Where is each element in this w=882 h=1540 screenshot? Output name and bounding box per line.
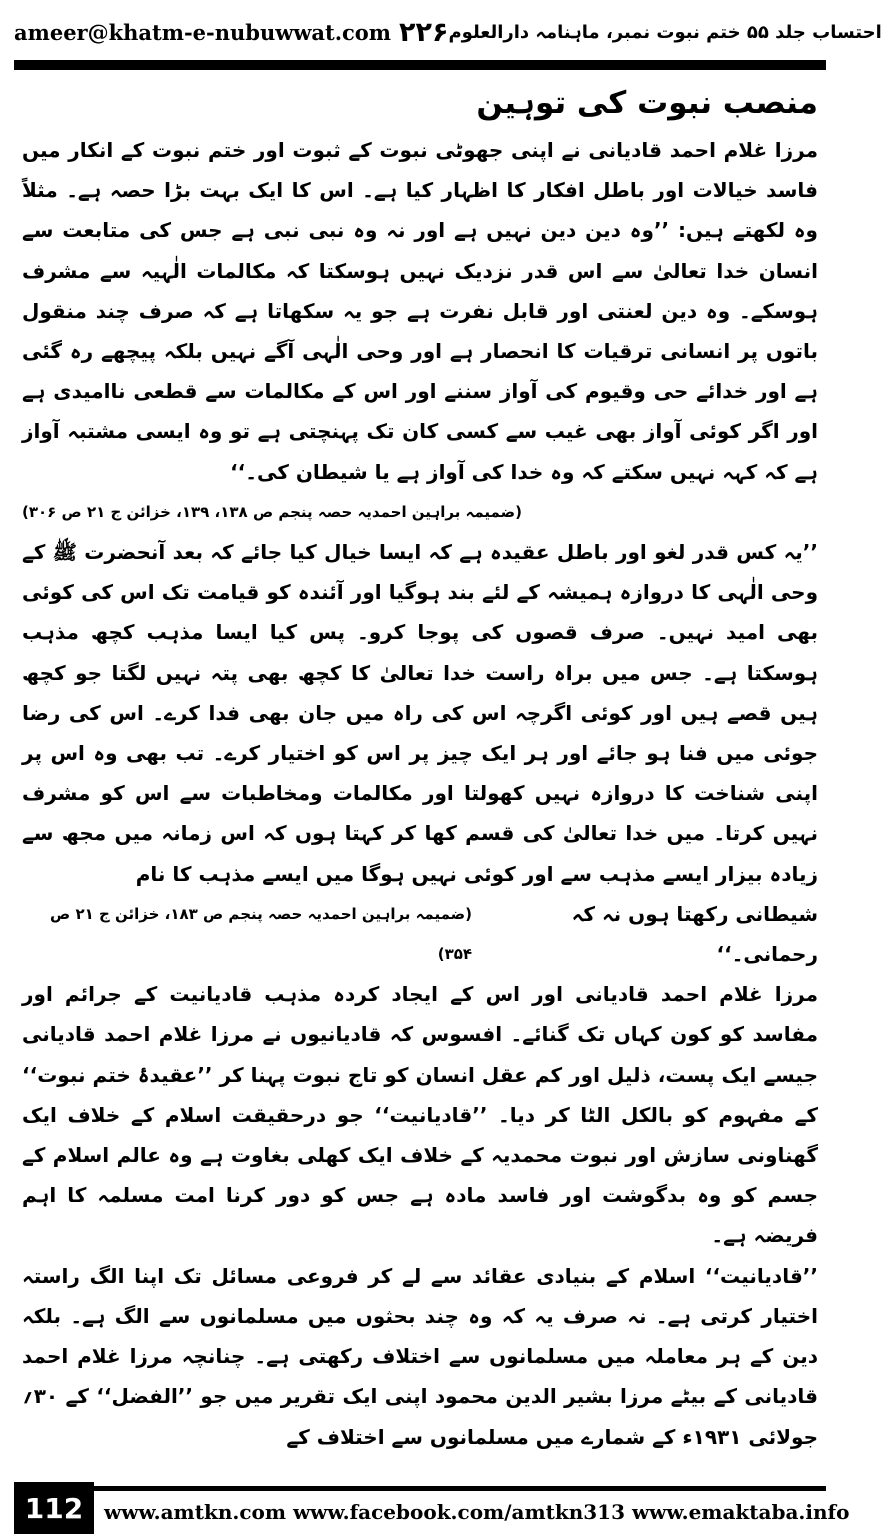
paragraph-2-end: شیطانی رکھتا ہوں نہ کہ رحمانی۔‘‘ (571, 901, 818, 967)
page-header (14, 8, 882, 56)
page-footer (14, 1482, 850, 1534)
citation-1: (ضمیمہ براہین احمدیہ حصہ پنجم ص ۱۳۸، ۱۳۹، خزائن ج ۲۱ ص ۳۰۶) (22, 502, 522, 521)
footer-rule (94, 1486, 826, 1491)
header-rule (14, 60, 826, 70)
paragraph-1: مرزا غلام احمد قادیانی نے اپنی جھوٹی نبوت کے ثبوت اور ختم نبوت کے انکار میں فاسد خیالات اور باطل افکار کا اظہار کیا ہے۔ اس کا ایک بہت بڑا حصہ ہے۔ مثلاً وہ لکھتے ہیں: ’’وہ دین دین نہیں ہے اور نہ وہ نبی نبی ہے جس کی متابعت سے انسان خدا تعالیٰ سے اس قدر نزدیک نہیں ہوسکتا کہ مکالمات الٰہیہ سے مشرف ہوسکے۔ وہ دین لعنتی اور قابل نفرت ہے جو یہ سکھاتا ہے کہ صرف چند منقول باتوں پر انسانی ترقیات کا انحصار ہے اور وحی الٰہی آگے نہیں بلکہ پیچھے رہ گئی ہے اور خدائے حی وقیوم کی آواز سننے اور اس کے مکالمات سے قطعی ناامیدی ہے اور اگر کوئی آواز بھی غیب سے کسی کان تک پہنچتی ہے تو وہ ایسی مشتبہ آواز ہے کہ کہہ نہیں سکتے کہ وہ خدا کی آواز ہے یا شیطان کی۔‘‘ (22, 138, 818, 484)
header-email: ameer@khatm-e-nubuwwat.com (14, 19, 392, 45)
citation-2: (ضمیمہ براہین احمدیہ حصہ پنجم ص ۱۸۳، خزائن ج ۲۱ ص ۳۵۴) (50, 904, 473, 964)
header-page-number: ۲۲۶ (399, 16, 449, 48)
paragraph-3: مرزا غلام احمد قادیانی اور اس کے ایجاد کردہ مذہب قادیانیت کے جرائم اور مفاسد کو کون کہاں تک گنائے۔ افسوس کہ قادیانیوں نے مرزا غلام احمد قادیانی جیسے ایک پست، ذلیل اور کم عقل انسان کو تاج نبوت پہنا کر ’’عقیدۂ ختم نبوت‘‘ کے مفہوم کو بالکل الٹا کر دیا۔ ’’قادیانیت‘‘ جو درحقیقت اسلام کے خلاف ایک گھناونی سازش اور نبوت محمدیہ کے خلاف ایک کھلی بغاوت ہے وہ عالم اسلام کے جسم کو وہ بدگوشت اور فاسد مادہ ہے جس کو دور کرنا امت مسلمہ کا اہم فریضہ ہے۔ (22, 982, 818, 1248)
footer-urls: www.amtkn.com www.facebook.com/amtkn313 www.emaktaba.info (104, 1500, 850, 1524)
paragraph-2: ’’یہ کس قدر لغو اور باطل عقیدہ ہے کہ ایسا خیال کیا جائے کہ بعد آنحضرت ﷺ کے وحی الٰہی کا دروازہ ہمیشہ کے لئے بند ہوگیا اور آئندہ کو قیامت تک اس کی کوئی بھی امید نہیں۔ صرف قصوں کی پوجا کرو۔ پس کیا ایسا مذہب کچھ مذہب ہوسکتا ہے۔ جس میں براہ راست خدا تعالیٰ کا کچھ بھی پتہ نہیں لگتا جو کچھ ہیں قصے ہیں اور کوئی اگرچہ اس کی راہ میں جان بھی فدا کرے۔ اس کی رضا جوئی میں فنا ہو جائے اور ہر ایک چیز پر اس کو اختیار کرے۔ تب بھی وہ اس پر اپنی شناخت کا دروازہ نہیں کھولتا اور مکالمات ومخاطبات سے اس کو مشرف نہیں کرتا۔ میں خدا تعالیٰ کی قسم کھا کر کہتا ہوں کہ اس زمانہ میں مجھ سے زیادہ بیزار ایسے مذہب سے اور کوئی نہیں ہوگا میں ایسے مذہب کا نام (22, 540, 818, 886)
journal-title: احتساب جلد ۵۵ ختم نبوت نمبر، ماہنامہ دارالعلوم (448, 21, 882, 43)
paragraph-4: ’’قادیانیت‘‘ اسلام کے بنیادی عقائد سے لے کر فروعی مسائل تک اپنا الگ راستہ اختیار کرتی ہے۔ نہ صرف یہ کہ وہ چند بحثوں میں مسلمانوں سے الگ ہے۔ بلکہ دین کے ہر معاملہ میں مسلمانوں سے اختلاف رکھتی ہے۔ چنانچہ مرزا غلام احمد قادیانی کے بیٹے مرزا بشیر الدین محمود اپنی ایک تقریر میں جو ’’الفضل‘‘ کے ۳۰؍ جولائی ۱۹۳۱ء کے شمارے میں مسلمانوں سے اختلاف کے (22, 1263, 818, 1449)
footer-bar (94, 1482, 850, 1534)
citation-row-1 (22, 492, 818, 532)
footer-page-number: 112 (14, 1482, 94, 1534)
section-heading: منصب نبوت کی توہین (476, 85, 818, 121)
citation-row-2 (22, 894, 818, 974)
header-left (14, 17, 448, 48)
article-body (22, 76, 818, 1468)
